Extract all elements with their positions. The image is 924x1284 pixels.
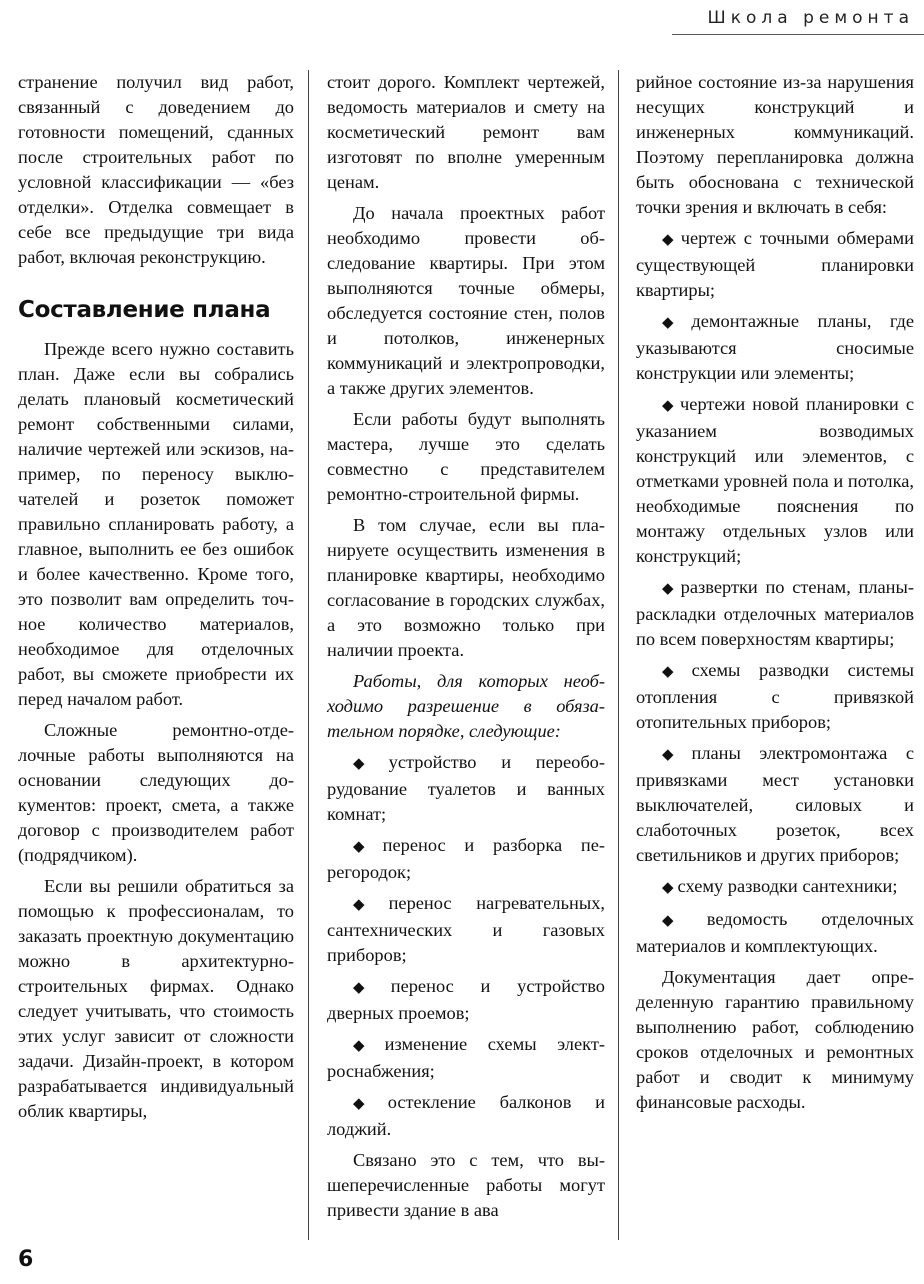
diamond-bullet-icon: ◆ <box>353 839 379 855</box>
paragraph: Если работы будут выполнять мастера, лучше это сделать совместно с представителем ремонтно-строительной фирмы. <box>327 409 605 504</box>
diamond-bullet-icon: ◆ <box>662 398 677 414</box>
column-divider-2 <box>618 70 619 1240</box>
list-item <box>327 1032 605 1084</box>
list-item-text: ведомость отделочных материалов и комплектующих. <box>636 909 914 956</box>
diamond-bullet-icon: ◆ <box>353 1096 384 1112</box>
documentation-list <box>636 226 914 959</box>
list-item-text: перенос нагревательных, сантехнических и газовых приборов; <box>327 893 605 965</box>
diamond-bullet-icon: ◆ <box>353 980 387 996</box>
diamond-bullet-icon: ◆ <box>662 880 674 896</box>
paragraph: странение получил вид работ, связанный с доведением до готовности помещений, сданных после строительных работ по условной классификации — «без отделки». Отделка совмещает в себе все предыдущие три вида работ, включая реконструкцию. <box>18 72 294 267</box>
list-item-text: изменение схемы электроснабжения; <box>327 1034 605 1081</box>
list-item <box>327 833 605 885</box>
section-heading: Составление плана <box>18 297 271 323</box>
page-number: 6 <box>18 1247 34 1272</box>
diamond-bullet-icon: ◆ <box>662 232 677 248</box>
diamond-bullet-icon: ◆ <box>662 664 688 680</box>
list-item-text: схему разводки сантехники; <box>677 876 898 896</box>
paragraph: Сложные ремонтно-отделочные работы выполняются на основании следующих документов: проект, смета, а также договор с производителем работ (подрядчиком). <box>18 720 294 865</box>
paragraph: Документация дает определенную гарантию правильному выполнению работ, соблюдению сроков отделочных и ремонтных работ и сводит к минимуму финансовые расходы. <box>636 967 914 1112</box>
diamond-bullet-icon: ◆ <box>662 747 688 763</box>
list-item <box>327 750 605 827</box>
list-item-text: перенос и разборка перегородок; <box>327 835 605 882</box>
paragraph: До начала проектных работ необходимо провести обследование квартиры. При этом выполняются точные обмеры, обследуется состояние стен, полов и потолков, инженерных коммуникаций и электропроводки, а также других элементов. <box>327 203 605 398</box>
list-item <box>636 575 914 652</box>
paragraph: рийное состояние из-за нарушения несущих конструкций и инженерных коммуникаций. Поэтому перепланировка должна быть обоснована с технической точки зрения и включать в себя: <box>636 72 914 217</box>
diamond-bullet-icon: ◆ <box>353 756 385 772</box>
list-item-text: перенос и устройство дверных проемов; <box>327 976 605 1023</box>
list-item-text: чертежи новой планировки с указанием возводимых конструкций или элементов, с отметками уровней пола и потолка, необходимые пояснения по монтажу отдельных узлов или конструкций; <box>636 394 914 566</box>
diamond-bullet-icon: ◆ <box>353 897 385 913</box>
list-item <box>636 226 914 303</box>
paragraph: Прежде всего нужно составить план. Даже если вы собрались делать плановый косметический ремонт собственными силами, наличие чертежей или эскизов, например, по переносу выключателей и розеток поможет правильно спланировать работу, а главное, выполнить ее без ошибок и более качественно. Кроме того, это позволит вам определить точное количество материалов, необходимое для отделочных работ, вы сможете приобрести их перед началом работ. <box>18 339 294 709</box>
list-item <box>636 658 914 735</box>
diamond-bullet-icon: ◆ <box>353 1038 381 1054</box>
paragraph: Если вы решили обратиться за помощью к профессионалам, то заказать проектную документацию можно в архитектурно-строительных фирмах. Однако следует учитывать, что стоимость этих услуг зависит от сложности задачи. Дизайн-проект, в котором разрабатывается индивидуальный облик квартиры, <box>18 876 294 1121</box>
list-item <box>636 392 914 569</box>
diamond-bullet-icon: ◆ <box>662 315 688 331</box>
list-item-text: схемы разводки системы отопления с привязкой отопительных приборов; <box>636 660 914 732</box>
list-item <box>327 974 605 1026</box>
list-intro: Работы, для которых необходимо разрешение в обязательном порядке, следующие: <box>327 671 605 741</box>
list-item <box>327 1090 605 1142</box>
paragraph: В том случае, если вы планируете осуществить изменения в планировке квартиры, необходимо согласование в городских службах, а это возможно только при наличии проекта. <box>327 515 605 660</box>
list-item <box>636 907 914 959</box>
list-item <box>636 741 914 868</box>
running-title: Школа ремонта <box>707 8 914 28</box>
column-1 <box>18 70 294 1130</box>
list-item <box>636 309 914 386</box>
column-2 <box>327 70 605 1229</box>
list-item-text: устройство и переоборудование туалетов и ванных комнат; <box>327 752 605 824</box>
list-item-text: демонтажные планы, где указываются сносимые конструкции или элементы; <box>636 311 914 383</box>
list-item-text: развертки по стенам, планы-раскладки отделочных материалов по всем поверхностям квартиры; <box>636 577 914 649</box>
diamond-bullet-icon: ◆ <box>662 581 677 597</box>
list-item-text: чертеж с точными обмерами существующей планировки квартиры; <box>636 228 914 300</box>
list-item <box>636 874 914 901</box>
list-item <box>327 891 605 968</box>
list-item-text: остекление балконов и лоджий. <box>327 1092 605 1139</box>
column-divider-1 <box>308 70 309 1240</box>
paragraph: стоит дорого. Комплект чертежей, ведомость материалов и смету на косметический ремонт вам изготовят по вполне умеренным ценам. <box>327 72 605 192</box>
list-item-text: планы электромонтажа с привязками мест установки выключателей, силовых и слаботочных розеток, всех светильников и других приборов; <box>636 743 914 865</box>
column-3 <box>636 70 914 1121</box>
permit-list <box>327 750 605 1142</box>
paragraph: Связано это с тем, что вышеперечисленные работы могут привести здание в ава <box>327 1150 605 1220</box>
diamond-bullet-icon: ◆ <box>662 913 703 929</box>
header-rule <box>672 34 924 35</box>
